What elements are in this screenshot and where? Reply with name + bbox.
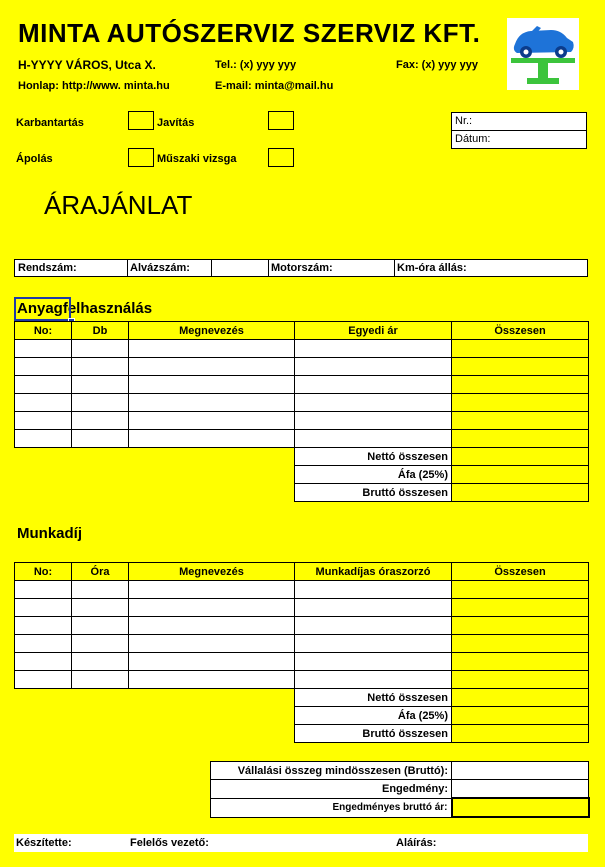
materials-col-total: Összesen bbox=[452, 322, 589, 340]
discounted-row bbox=[211, 798, 589, 817]
labor-col-rate: Munkadíjas óraszorzó bbox=[295, 563, 452, 581]
materials-col-qty: Db bbox=[72, 322, 129, 340]
signature-label: Aláírás: bbox=[396, 837, 437, 849]
materials-gross-label: Bruttó összesen bbox=[295, 484, 452, 502]
materials-col-name: Megnevezés bbox=[129, 322, 295, 340]
discount-label: Engedmény: bbox=[211, 780, 452, 799]
selected-cell-highlight[interactable] bbox=[14, 297, 71, 321]
labor-col-name: Megnevezés bbox=[129, 563, 295, 581]
labor-col-total: Összesen bbox=[452, 563, 589, 581]
labor-col-hours: Óra bbox=[72, 563, 129, 581]
prepared-by-label: Készítette: bbox=[16, 837, 72, 849]
company-website: Honlap: http://www. minta.hu bbox=[18, 80, 170, 92]
document-number-field[interactable]: Nr.: bbox=[452, 113, 586, 131]
labor-table bbox=[14, 562, 589, 743]
care-label: Ápolás bbox=[16, 153, 53, 165]
company-name: MINTA AUTÓSZERVIZ SZERVIZ KFT. bbox=[18, 18, 481, 48]
table-row[interactable] bbox=[15, 376, 589, 394]
materials-gross-row bbox=[15, 484, 589, 502]
table-row[interactable] bbox=[15, 358, 589, 376]
table-row[interactable] bbox=[15, 635, 589, 653]
discounted-label: Engedményes bruttó ár: bbox=[211, 798, 452, 817]
labor-vat-value[interactable] bbox=[452, 707, 589, 725]
labor-col-no: No: bbox=[15, 563, 72, 581]
table-row[interactable] bbox=[15, 653, 589, 671]
table-row[interactable] bbox=[15, 599, 589, 617]
discount-row bbox=[211, 780, 589, 799]
chassis-label: Alvázszám: bbox=[130, 262, 190, 274]
materials-gross-value[interactable] bbox=[452, 484, 589, 502]
engine-label: Motorszám: bbox=[271, 262, 333, 274]
materials-vat-label: Áfa (25%) bbox=[295, 466, 452, 484]
document-date-field[interactable]: Dátum: bbox=[455, 133, 491, 145]
labor-gross-row bbox=[15, 725, 589, 743]
grand-totals-table bbox=[210, 761, 590, 818]
materials-header-row bbox=[15, 322, 589, 340]
odometer-label: Km-óra állás: bbox=[397, 262, 467, 274]
materials-net-label: Nettó összesen bbox=[295, 448, 452, 466]
maintenance-label: Karbantartás bbox=[16, 117, 84, 129]
repair-checkbox[interactable] bbox=[268, 111, 294, 130]
labor-header-row bbox=[15, 563, 589, 581]
table-row[interactable] bbox=[15, 412, 589, 430]
total-value[interactable] bbox=[452, 762, 589, 780]
care-checkbox[interactable] bbox=[128, 148, 154, 167]
labor-gross-value[interactable] bbox=[452, 725, 589, 743]
inspection-checkbox[interactable] bbox=[268, 148, 294, 167]
inspection-label: Műszaki vizsga bbox=[157, 153, 237, 165]
table-row[interactable] bbox=[15, 671, 589, 689]
labor-gross-label: Bruttó összesen bbox=[295, 725, 452, 743]
labor-vat-label: Áfa (25%) bbox=[295, 707, 452, 725]
materials-col-no: No: bbox=[15, 322, 72, 340]
labor-net-row bbox=[15, 689, 589, 707]
materials-net-value[interactable] bbox=[452, 448, 589, 466]
company-email: E-mail: minta@mail.hu bbox=[215, 80, 334, 92]
company-fax: Fax: (x) yyy yyy bbox=[396, 59, 478, 71]
labor-net-label: Nettó összesen bbox=[295, 689, 452, 707]
plate-label: Rendszám: bbox=[18, 262, 77, 274]
materials-col-unit-price: Egyedi ár bbox=[295, 322, 452, 340]
manager-label: Felelős vezető: bbox=[130, 837, 209, 849]
signature-footer bbox=[14, 834, 588, 852]
repair-label: Javítás bbox=[157, 117, 195, 129]
materials-net-row bbox=[15, 448, 589, 466]
document-title: ÁRAJÁNLAT bbox=[44, 190, 193, 220]
materials-vat-row bbox=[15, 466, 589, 484]
labor-net-value[interactable] bbox=[452, 689, 589, 707]
table-row[interactable] bbox=[15, 581, 589, 599]
discounted-value[interactable] bbox=[452, 798, 589, 817]
table-row[interactable] bbox=[15, 430, 589, 448]
total-row bbox=[211, 762, 589, 780]
total-label: Vállalási összeg mindösszesen (Bruttó): bbox=[211, 762, 452, 780]
vehicle-info-bar bbox=[14, 259, 588, 277]
materials-table bbox=[14, 321, 589, 502]
table-row[interactable] bbox=[15, 617, 589, 635]
company-address: H-YYYY VÁROS, Utca X. bbox=[18, 58, 156, 72]
car-lift-logo-icon bbox=[507, 18, 579, 90]
materials-vat-value[interactable] bbox=[452, 466, 589, 484]
materials-section-title: Anyagfelhasználás bbox=[17, 300, 153, 317]
table-row[interactable] bbox=[15, 394, 589, 412]
document-info-box bbox=[451, 112, 587, 149]
maintenance-checkbox[interactable] bbox=[128, 111, 154, 130]
labor-vat-row bbox=[15, 707, 589, 725]
company-phone: Tel.: (x) yyy yyy bbox=[215, 59, 297, 71]
table-row[interactable] bbox=[15, 340, 589, 358]
labor-section-title: Munkadíj bbox=[17, 525, 83, 542]
discount-value[interactable] bbox=[452, 780, 589, 799]
